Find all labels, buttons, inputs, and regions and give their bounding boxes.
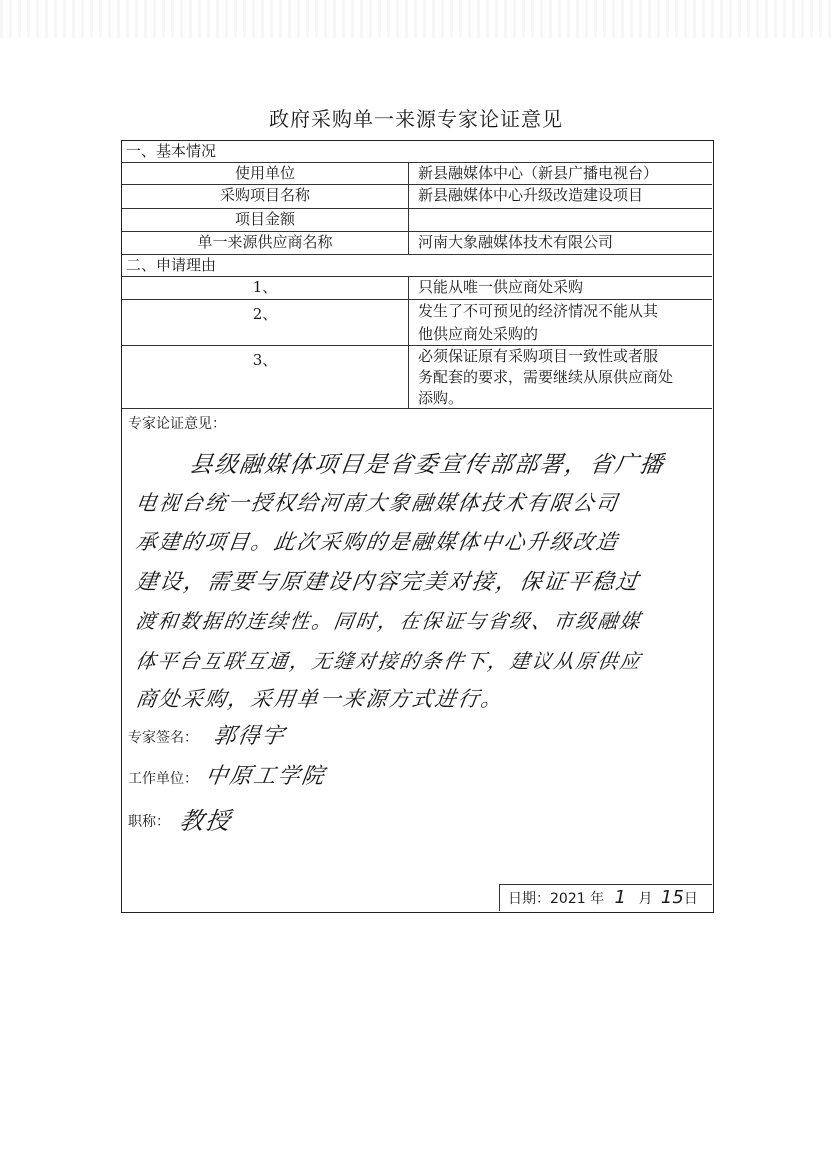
row-value: 新县融媒体中心升级改造建设项目 [418,186,644,204]
table-row [122,232,712,255]
reason-text [409,300,712,345]
handwritten-line: 县级融媒体项目是省委宣传部部署，省广播 [187,452,667,478]
table-row [122,300,712,346]
handwritten-line: 渡和数据的连续性。同时，在保证与省级、市级融媒 [134,609,644,633]
signature-label: 专家签名： [128,730,198,746]
reason-line: 他供应商处采购的 [418,325,539,343]
scan-noise [0,0,832,38]
signature-handwriting: 郭得宇 [211,724,288,749]
row-label: 使用单位 [122,163,409,184]
date-year: 2021 [550,891,586,907]
row-label: 项目金额 [122,209,409,231]
date-prefix: 日期： [508,891,550,907]
date-day: 15 [660,887,684,908]
reason-line: 发生了不可预见的经济情况不能从其 [418,302,659,320]
form-table [121,140,714,913]
title-handwriting: 教授 [177,807,234,835]
table-row [122,185,712,209]
row-value: 新县融媒体中心（新县广播电视台） [418,164,659,182]
handwritten-line: 建设，需要与原建设内容完美对接，保证平稳过 [133,570,642,595]
section2-heading-row [122,255,712,277]
reason-line: 添购。 [418,389,464,407]
date-day-suffix: 日 [683,891,698,907]
table-row [122,277,712,300]
reason-number: 1、 [122,277,409,299]
reason-text: 只能从唯一供应商处采购 [418,278,584,296]
date-year-suffix: 年 [590,891,605,907]
date-field [499,884,712,911]
title-label: 职称： [128,814,170,830]
section1-heading: 一、基本情况 [126,142,217,160]
handwritten-line: 承建的项目。此次采购的是融媒体中心升级改造 [134,530,621,554]
date-month: 1 [614,887,626,908]
row-value: 河南大象融媒体技术有限公司 [418,233,614,251]
table-row [122,163,712,185]
reason-number: 3、 [122,346,409,408]
reason-line: 务配套的要求，需要继续从原供应商处 [418,368,674,386]
handwritten-line: 商处采购，采用单一来源方式进行。 [134,687,506,711]
date-month-suffix: 月 [638,891,653,907]
table-row [122,209,712,232]
row-value [409,209,712,231]
row-label: 单一来源供应商名称 [122,232,409,254]
section2-heading: 二、申请理由 [126,256,217,274]
opinion-label: 专家论证意见： [128,416,226,432]
row-label: 采购项目名称 [122,185,409,208]
reason-text [409,346,712,408]
handwritten-line: 体平台互联互通，无缝对接的条件下，建议从原供应 [134,649,644,673]
work-unit-label: 工作单位： [128,771,198,787]
table-row [122,346,712,409]
reason-number: 2、 [122,300,409,345]
work-unit-handwriting: 中原工学院 [203,764,328,789]
handwritten-line: 电视台统一授权给河南大象融媒体技术有限公司 [134,491,621,515]
section1-heading-row [122,141,712,163]
page-title: 政府采购单一来源专家论证意见 [269,107,563,131]
reason-line: 必须保证原有采购项目一致性或者服 [418,347,659,365]
